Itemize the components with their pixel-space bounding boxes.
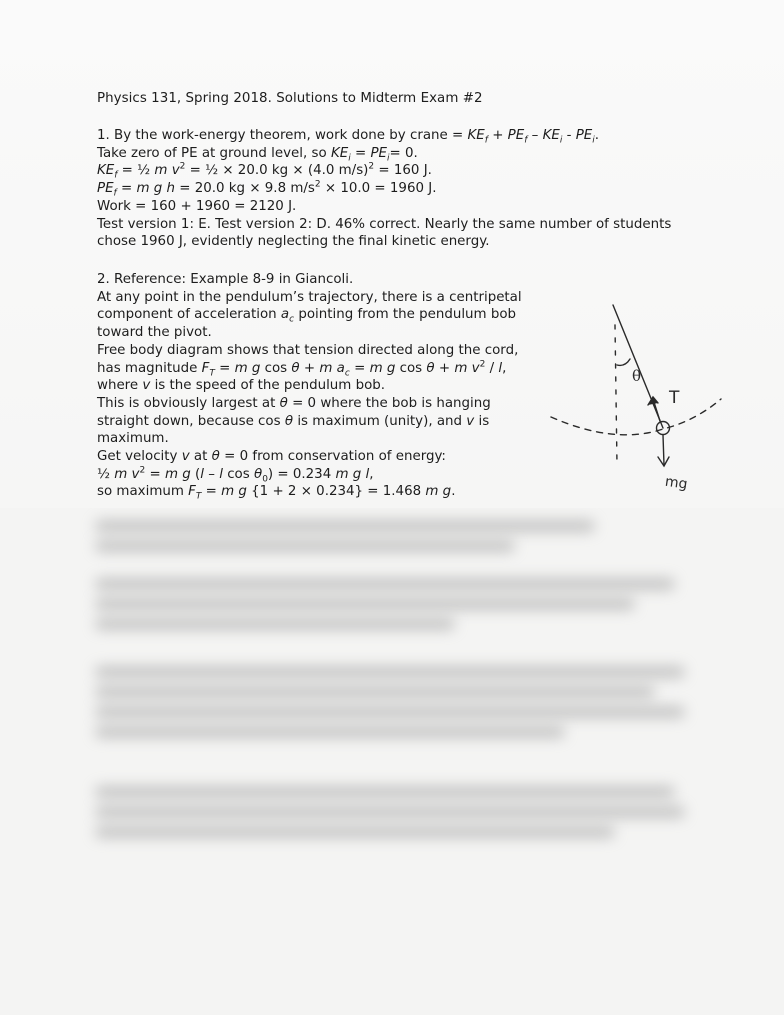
q2-line-6: has magnitude $F_T = m$ g cos θ + m $a_c = m$ g cos θ + m $v^2$ / l, (97, 359, 507, 379)
tension-label: T (669, 388, 680, 408)
q2-line-13: so maximum $F_T = m$ g {1 + 2 × 0.234} = 1.468 m g. (97, 484, 456, 503)
q2-line-4: toward the pivot. (97, 325, 212, 341)
q2-line-1: 2. Reference: Example 8-9 in Giancoli. (97, 272, 354, 287)
weight-arrow (663, 435, 664, 465)
trajectory-arc (551, 399, 721, 435)
q2-line-12: ½ m $v^2 = m$ g (l – l $\cos \theta_0) = 0.234$ m g l, (97, 465, 374, 485)
q2-line-8: This is obviously largest at θ = 0 where the bob is hanging (97, 395, 491, 411)
q2-line-10: maximum. (97, 431, 169, 447)
theta-label: θ (632, 367, 642, 385)
weight-label: mg (663, 473, 689, 493)
pendulum-sketch (545, 295, 735, 510)
q2-line-5: Free body diagram shows that tension directed along the cord, (97, 342, 519, 358)
angle-arc (617, 359, 630, 365)
q2-line-7: where v is the speed of the pendulum bob. (97, 378, 386, 394)
q1-line-2: Take zero of PE at ground level, so $KE_i = PE_i= 0$. (97, 145, 418, 164)
tension-arrowhead (648, 397, 658, 405)
q1-line-5: Work = 160 + 1960 = 2120 J. (97, 198, 297, 214)
q2-line-11: Get velocity v at θ = 0 from conservation of energy: (97, 449, 446, 465)
vertical-reference-line (615, 325, 617, 465)
blurred-content-region (0, 508, 784, 1015)
page-title: Physics 131, Spring 2018. Solutions to Midterm Exam #2 (97, 91, 483, 106)
problem-1-solution (97, 127, 671, 251)
q2-line-3: component of acceleration $a_c$ pointing from the pendulum bob (97, 307, 517, 326)
problem-2-solution (97, 271, 522, 501)
q1-line-4: $PE_f = m$ g h = 20.0 kg × 9.8 $m/s^2 \times 10.0 = 1960$ J. (97, 179, 437, 199)
q1-line-7: chose 1960 J, evidently neglecting the final kinetic energy. (97, 234, 490, 250)
q1-line-3: $KE_f$ = ½ m $v^2$ = ½ × 20.0 kg × (4.0 m/s)$^2$ = 160 J. (97, 161, 432, 182)
q2-line-9: straight down, because cos θ is maximum (unity), and v is (97, 413, 490, 429)
q1-line-1: 1. By the work-energy theorem, work done by crane = $KE_f + PE_f - KE_i - PE_i$. (97, 128, 600, 146)
q1-line-6: Test version 1: E. Test version 2: D. 46% correct. Nearly the same number of students (97, 216, 672, 232)
q2-line-2: At any point in the pendulum’s trajectory, there is a centripetal (97, 289, 522, 305)
